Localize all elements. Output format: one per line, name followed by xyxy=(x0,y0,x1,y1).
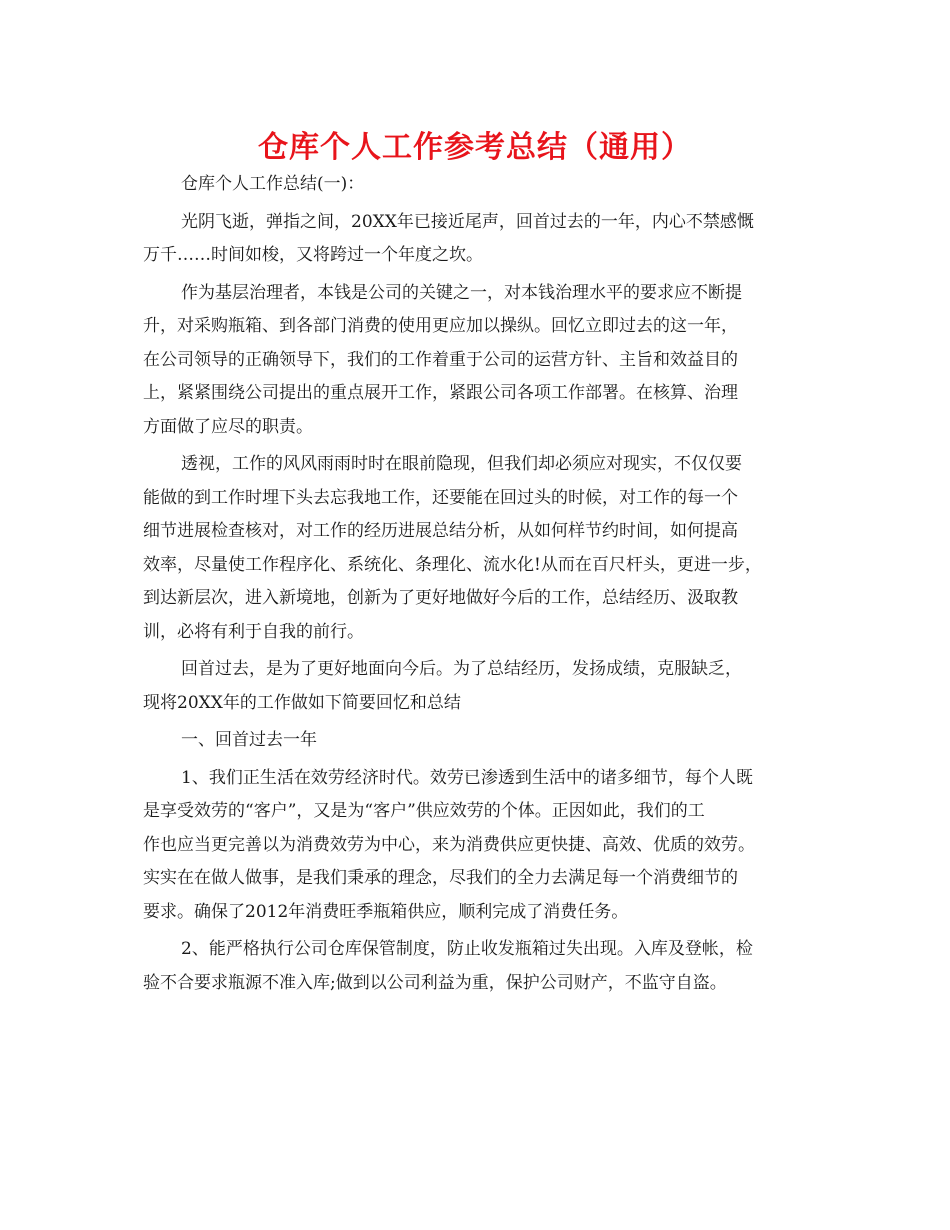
paragraph xyxy=(143,277,823,445)
text-line: 升，对采购瓶箱、到各部门消费的使用更应加以操纵。回忆立即过去的这一年， xyxy=(143,316,738,336)
text-line: 1、我们正生活在效劳经济时代。效劳已渗透到生活中的诸多细节，每个人既 xyxy=(181,767,753,788)
document-body xyxy=(143,168,823,1000)
text-line: 透视，工作的风风雨雨时时在眼前隐现，但我们却必须应对现实，不仅仅要 xyxy=(181,454,742,474)
section-heading xyxy=(143,724,823,758)
document-title: 仓库个人工作参考总结（通用） xyxy=(258,130,692,165)
text-line: 光阴飞逝，弹指之间，20XX年已接近尾声，回首过去的一年，内心不禁感慨 xyxy=(181,211,754,232)
paragraph xyxy=(143,762,823,930)
text-line: 能做的到工作时埋下头去忘我地工作，还要能在回过头的时候，对工作的每一个 xyxy=(143,487,738,508)
paragraph xyxy=(143,168,823,202)
paragraph xyxy=(143,206,823,273)
text-line: 作为基层治理者，本钱是公司的关键之一，对本钱治理水平的要求应不断提 xyxy=(181,282,742,303)
text-line: 2、能严格执行公司仓库保管制度，防止收发瓶箱过失出现。入库及登帐，检 xyxy=(181,939,753,959)
text-line: 是享受效劳的“客户”，又是为“客户”供应效劳的个体。正因如此，我们的工 xyxy=(143,801,705,821)
text-line: 到达新层次，进入新境地，创新为了更好地做好今后的工作，总结经历、汲取教 xyxy=(143,588,738,608)
text-line: 仓库个人工作总结(一)： xyxy=(181,174,365,194)
text-line: 万千……时间如梭，又将跨过一个年度之坎。 xyxy=(143,245,483,265)
text-line: 细节进展检查核对，对工作的经历进展总结分析，从如何样节约时间，如何提高 xyxy=(143,521,738,541)
text-line: 现将20XX年的工作做如下简要回忆和总结 xyxy=(143,692,461,713)
text-line: 作也应当更完善以为消费效劳为中心，来为消费供应更快捷、高效、优质的效劳。 xyxy=(143,834,755,855)
text-line: 效率，尽量使工作程序化、系统化、条理化、流水化!从而在百尺杆头，更进一步， xyxy=(143,554,762,575)
text-line: 训，必将有利于自我的前行。 xyxy=(143,621,364,642)
text-line: 一、回首过去一年 xyxy=(181,730,317,750)
text-line: 在公司领导的正确领导下，我们的工作着重于公司的运营方针、主旨和效益目的 xyxy=(143,349,738,370)
text-line: 方面做了应尽的职责。 xyxy=(143,416,313,437)
text-line: 要求。确保了2012年消费旺季瓶箱供应，顺利完成了消费任务。 xyxy=(143,901,629,922)
text-line: 上，紧紧围绕公司提出的重点展开工作，紧跟公司各项工作部署。在核算、治理 xyxy=(143,383,738,403)
paragraph xyxy=(143,448,823,649)
paragraph xyxy=(143,933,823,1000)
text-line: 回首过去，是为了更好地面向今后。为了总结经历，发扬成绩，克服缺乏， xyxy=(181,659,742,679)
text-line: 验不合要求瓶源不准入库;做到以公司利益为重，保护公司财产，不监守自盗。 xyxy=(143,972,727,993)
text-line: 实实在在做人做事，是我们秉承的理念，尽我们的全力去满足每一个消费细节的 xyxy=(143,868,738,888)
paragraph xyxy=(143,653,823,720)
